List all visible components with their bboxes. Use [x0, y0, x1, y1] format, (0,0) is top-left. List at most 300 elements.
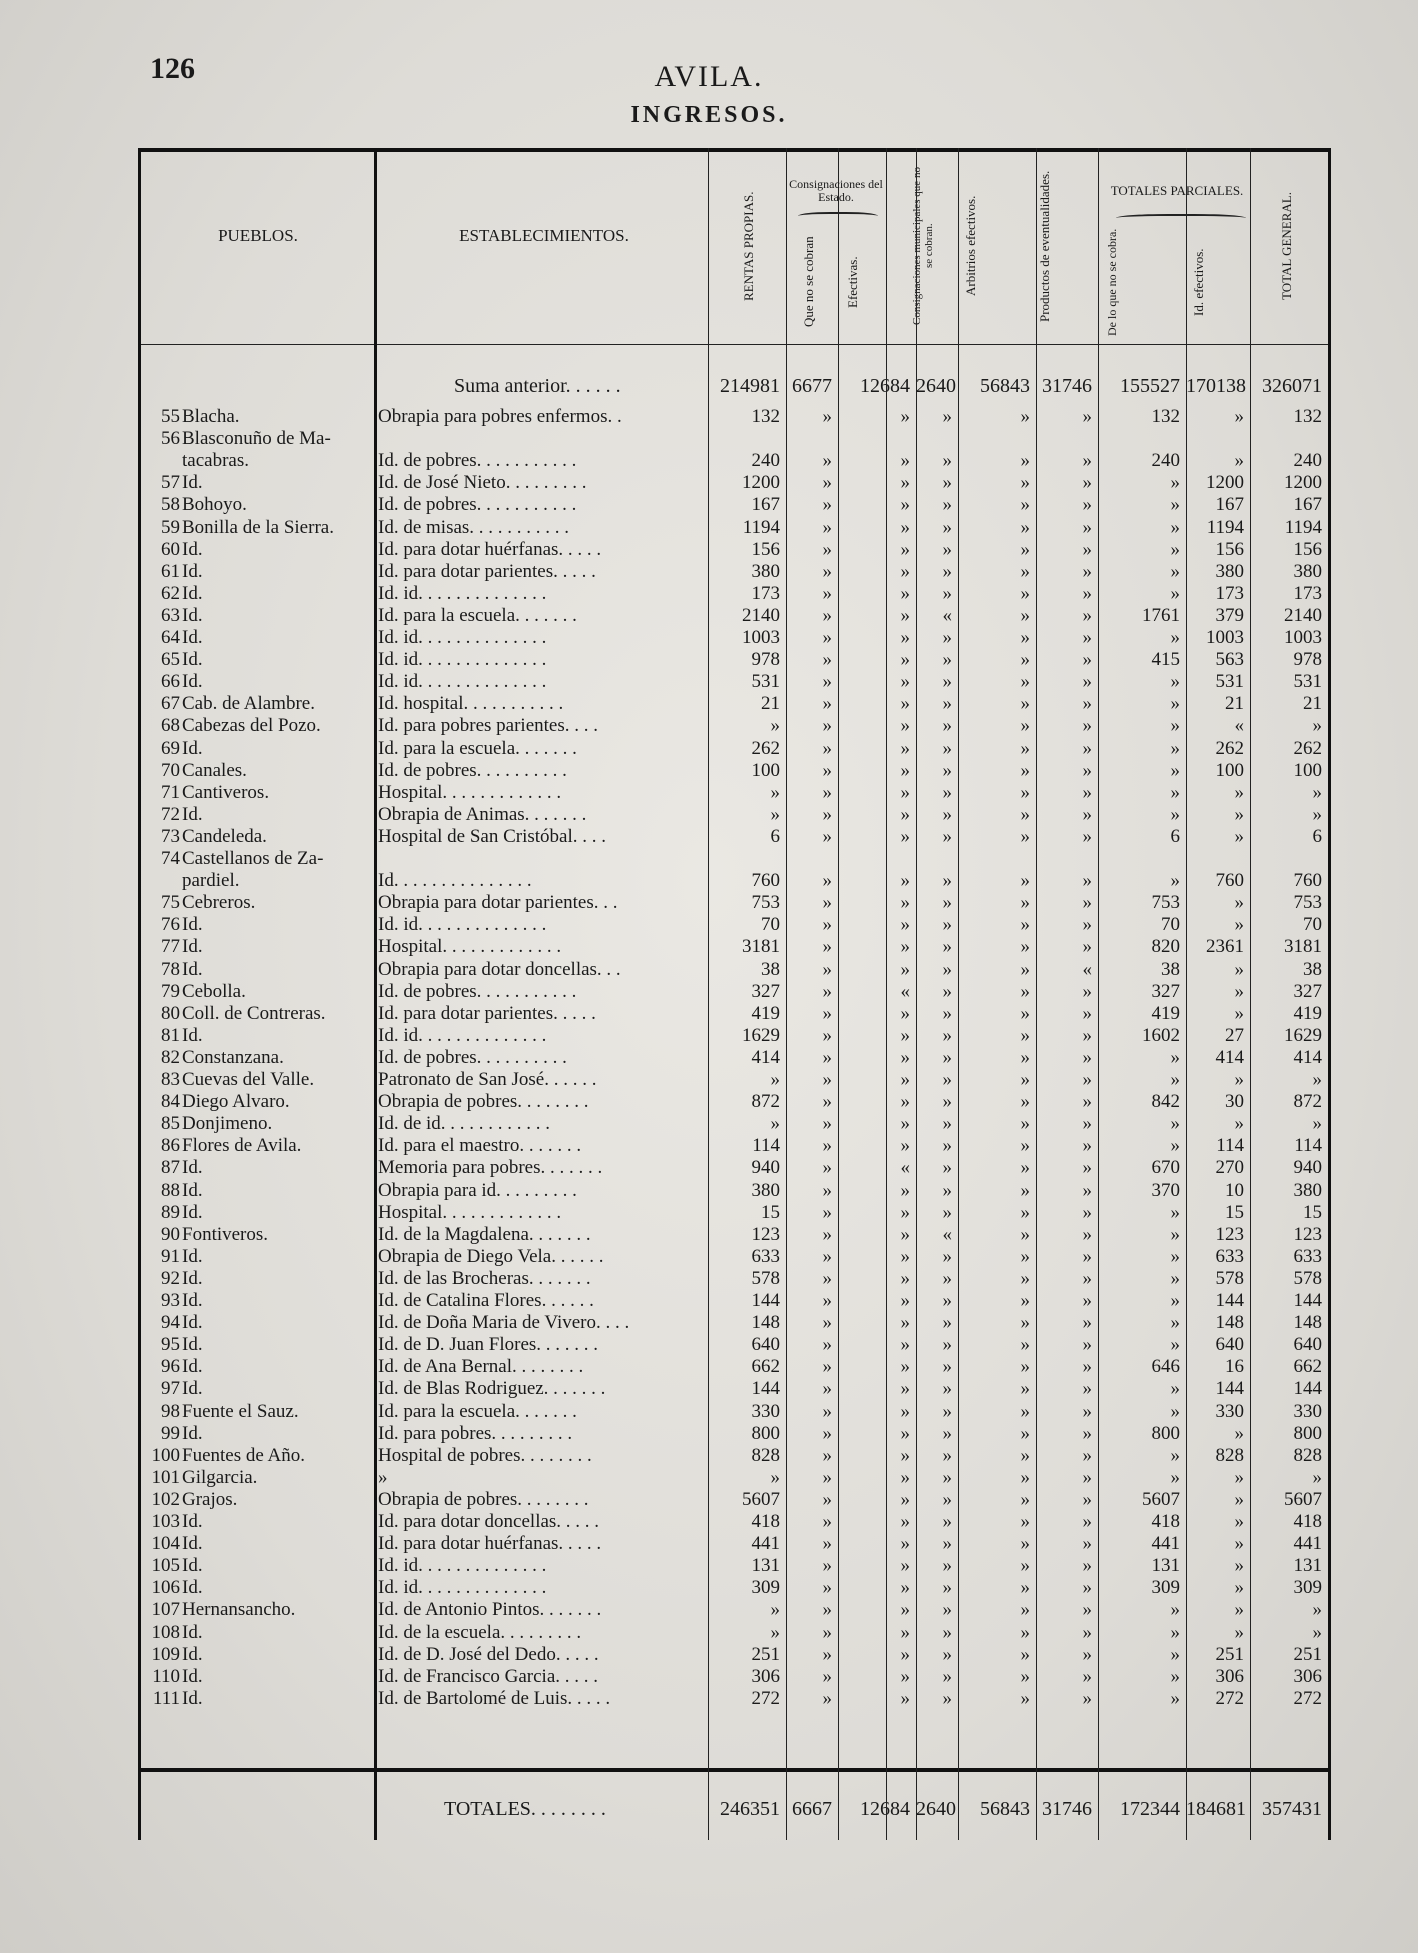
value-productos: » [1082, 870, 1092, 892]
value-municipales: » [942, 737, 952, 759]
value-rentas-propias: 144 [751, 1290, 780, 1311]
pueblo-name: Id. [182, 1201, 203, 1223]
value-municipales: « [942, 604, 952, 626]
value-arbitrios: 56843 [980, 375, 1030, 397]
pueblo-name: Id. [182, 1577, 203, 1599]
table-row [138, 406, 1330, 428]
value-parcial-efectivos: » [1234, 1069, 1244, 1090]
value-estado-efectivas: » [900, 1400, 910, 1422]
value-rentas-propias: 380 [751, 1179, 780, 1201]
value-productos: » [1082, 715, 1092, 737]
value-productos: » [1082, 914, 1092, 936]
value-municipales: » [942, 560, 952, 582]
value-estado-efectivas: » [900, 759, 910, 781]
value-productos: 31746 [1042, 1798, 1092, 1820]
row-number: 79 [161, 980, 180, 1002]
row-number: 95 [161, 1334, 180, 1356]
table-row [138, 936, 1330, 958]
pueblo-name: Id. [182, 671, 203, 693]
establecimiento-name: Obrapia para id. . . . . . . . . [378, 1179, 577, 1201]
value-rentas-propias: 380 [751, 560, 780, 582]
value-productos: » [1082, 980, 1092, 1002]
value-rentas-propias: 262 [751, 737, 780, 759]
value-estado-efectivas: » [900, 1466, 910, 1488]
column-rule [374, 148, 377, 1840]
value-parcial-no-cobra: 842 [1151, 1091, 1180, 1113]
value-estado-efectivas: » [900, 406, 910, 427]
value-municipales: » [942, 1157, 952, 1179]
value-estado-no-cobran: » [822, 914, 832, 936]
establecimiento-name: Id. de D. José del Dedo. . . . . [378, 1643, 599, 1665]
row-number: 90 [161, 1223, 180, 1245]
value-parcial-no-cobra: » [1170, 1378, 1180, 1400]
value-arbitrios: » [1020, 1290, 1030, 1311]
value-arbitrios: » [1020, 1046, 1030, 1068]
value-estado-no-cobran: » [822, 1201, 832, 1223]
value-estado-efectivas: » [900, 1069, 910, 1090]
value-municipales: » [942, 1555, 952, 1577]
value-rentas-propias: 148 [751, 1312, 780, 1334]
value-arbitrios: » [1020, 1069, 1030, 1090]
table-row [138, 693, 1330, 715]
establecimiento-name: » [378, 1466, 388, 1488]
value-total-general: 309 [1293, 1577, 1322, 1599]
value-total-general: 100 [1293, 759, 1322, 781]
value-arbitrios: » [1020, 1245, 1030, 1267]
value-parcial-efectivos: 262 [1215, 737, 1244, 759]
pueblo-name: Grajos. [182, 1488, 238, 1510]
value-total-general: 6 [1312, 825, 1322, 847]
value-municipales: » [942, 1577, 952, 1599]
value-estado-no-cobran: » [822, 1024, 832, 1046]
value-estado-efectivas: » [900, 892, 910, 914]
value-arbitrios: » [1020, 494, 1030, 516]
totales-row [138, 1796, 1330, 1822]
pueblo-name: Cab. de Alambre. [182, 693, 315, 715]
value-municipales: » [942, 1245, 952, 1267]
value-estado-efectivas: » [900, 1267, 910, 1289]
pueblo-name: Cuevas del Valle. [182, 1069, 315, 1090]
value-total-general: 633 [1293, 1245, 1322, 1267]
value-estado-efectivas: » [900, 825, 910, 847]
value-total-general: 123 [1293, 1223, 1322, 1245]
establecimiento-name: Obrapia de pobres. . . . . . . . [378, 1488, 589, 1510]
value-parcial-no-cobra: » [1170, 1599, 1180, 1621]
establecimiento-name: Id. id. . . . . . . . . . . . . . [378, 649, 547, 671]
pueblo-name: Bohoyo. [182, 494, 247, 516]
value-productos: » [1082, 560, 1092, 582]
table-row [138, 494, 1330, 516]
value-municipales: » [942, 450, 952, 472]
row-number: 66 [161, 671, 180, 693]
table-row [138, 605, 1330, 627]
row-number [150, 450, 180, 472]
value-arbitrios: » [1020, 1599, 1030, 1621]
value-parcial-efectivos: 828 [1215, 1444, 1244, 1466]
row-number: 102 [151, 1488, 180, 1510]
table-row [138, 561, 1330, 583]
establecimiento-name: Id. id. . . . . . . . . . . . . . [378, 1024, 547, 1046]
value-estado-efectivas: « [900, 1157, 910, 1179]
value-arbitrios: » [1020, 715, 1030, 737]
value-estado-no-cobran: » [822, 1091, 832, 1113]
value-rentas-propias: 940 [751, 1157, 780, 1179]
value-estado-efectivas: » [900, 781, 910, 803]
value-estado-no-cobran: » [822, 450, 832, 472]
value-arbitrios: » [1020, 649, 1030, 671]
value-rentas-propias: 633 [751, 1245, 780, 1267]
value-total-general: 414 [1293, 1046, 1322, 1068]
establecimiento-name: Id. de la Magdalena. . . . . . . [378, 1223, 591, 1245]
value-total-general: 131 [1293, 1555, 1322, 1577]
value-parcial-efectivos: 251 [1215, 1643, 1244, 1665]
value-estado-no-cobran: » [822, 1179, 832, 1201]
pueblo-name: Id. [182, 1245, 203, 1267]
row-number: 110 [152, 1665, 180, 1687]
value-rentas-propias: 828 [751, 1444, 780, 1466]
value-productos: » [1082, 803, 1092, 825]
value-estado-no-cobran: » [822, 1621, 832, 1643]
pueblo-name: Id. [182, 1334, 203, 1356]
row-number: 70 [161, 759, 180, 781]
value-estado-efectivas: » [900, 472, 910, 494]
value-estado-no-cobran: » [822, 936, 832, 958]
table-row [138, 1599, 1330, 1621]
value-arbitrios: » [1020, 1400, 1030, 1422]
row-number: 62 [161, 582, 180, 604]
pueblo-name: Fuente el Sauz. [182, 1400, 299, 1422]
table-row [138, 1511, 1330, 1533]
row-number: 108 [151, 1621, 180, 1643]
value-estado-efectivas: » [900, 604, 910, 626]
value-productos: » [1082, 1422, 1092, 1444]
value-estado-efectivas: » [900, 450, 910, 472]
table-row [138, 848, 1330, 870]
value-productos: » [1082, 1179, 1092, 1201]
value-parcial-efectivos: 563 [1215, 649, 1244, 671]
value-productos: » [1082, 627, 1092, 648]
value-municipales: » [942, 582, 952, 604]
value-parcial-efectivos: 30 [1225, 1091, 1244, 1113]
table-row [138, 1312, 1330, 1334]
value-parcial-efectivos: 1200 [1206, 472, 1244, 494]
value-arbitrios: » [1020, 1511, 1030, 1532]
value-municipales: » [942, 1290, 952, 1311]
value-arbitrios: » [1020, 516, 1030, 538]
value-estado-no-cobran: » [822, 1555, 832, 1577]
value-arbitrios: » [1020, 1488, 1030, 1510]
page-number: 126 [150, 52, 195, 85]
value-rentas-propias: » [770, 715, 780, 737]
value-arbitrios: » [1020, 1135, 1030, 1157]
value-productos: » [1082, 825, 1092, 847]
value-parcial-efectivos: 21 [1225, 693, 1244, 715]
value-productos: » [1082, 538, 1092, 560]
value-parcial-no-cobra: 131 [1151, 1555, 1180, 1577]
value-productos: » [1082, 1511, 1092, 1532]
column-rule [838, 148, 839, 1840]
value-estado-no-cobran: 6677 [792, 375, 832, 397]
row-number: 76 [161, 914, 180, 936]
value-productos: » [1082, 1157, 1092, 1179]
value-rentas-propias: » [770, 1621, 780, 1643]
pueblo-name: Id. [182, 803, 203, 825]
value-productos: » [1082, 1665, 1092, 1687]
establecimiento-name: Hospital. . . . . . . . . . . . . [378, 781, 562, 803]
establecimiento-name: Id. id. . . . . . . . . . . . . . [378, 582, 547, 604]
value-parcial-efectivos: » [1234, 781, 1244, 803]
row-number: 99 [161, 1422, 180, 1444]
value-parcial-efectivos: » [1234, 1577, 1244, 1599]
pueblo-name: Cabezas del Pozo. [182, 715, 321, 737]
value-estado-no-cobran: » [822, 803, 832, 825]
value-productos: » [1082, 1135, 1092, 1157]
value-productos: » [1082, 1046, 1092, 1068]
value-parcial-no-cobra: 419 [1151, 1002, 1180, 1024]
value-parcial-efectivos: 2361 [1206, 936, 1244, 958]
page-title: AVILA. [654, 60, 764, 93]
value-arbitrios: » [1020, 1312, 1030, 1334]
establecimiento-name: Id. para el maestro. . . . . . . [378, 1135, 582, 1157]
establecimiento-name: Obrapia de Animas. . . . . . . [378, 803, 587, 825]
establecimiento-name: Id. de id. . . . . . . . . . . . [378, 1113, 551, 1135]
value-estado-efectivas: » [900, 582, 910, 604]
table-row [138, 1290, 1330, 1312]
value-estado-no-cobran: » [822, 1113, 832, 1135]
value-parcial-no-cobra: » [1170, 737, 1180, 759]
pueblo-name: Constanzana. [182, 1046, 284, 1068]
row-number: 80 [161, 1002, 180, 1024]
value-rentas-propias: 2140 [742, 604, 780, 626]
value-estado-efectivas: » [900, 1223, 910, 1245]
value-estado-no-cobran: » [822, 980, 832, 1002]
value-arbitrios: » [1020, 472, 1030, 494]
value-estado-efectivas: » [900, 1312, 910, 1334]
table-row [138, 539, 1330, 561]
column-rule [1186, 148, 1187, 1840]
value-arbitrios: » [1020, 936, 1030, 958]
value-estado-efectivas: » [900, 1002, 910, 1024]
value-productos: » [1082, 1290, 1092, 1311]
value-estado-no-cobran: » [822, 1334, 832, 1356]
value-parcial-no-cobra: 5607 [1142, 1488, 1180, 1510]
value-productos: » [1082, 1024, 1092, 1046]
header-totales-parciales: TOTALES PARCIALES. [1110, 183, 1244, 198]
value-parcial-no-cobra: » [1170, 1069, 1180, 1090]
pueblo-name: Blacha. [182, 406, 240, 427]
establecimiento-name: Hospital. . . . . . . . . . . . . [378, 936, 562, 958]
value-rentas-propias: 6 [770, 825, 780, 847]
establecimiento-name: Id. id. . . . . . . . . . . . . . [378, 671, 547, 693]
value-estado-efectivas: » [900, 1245, 910, 1267]
value-arbitrios: » [1020, 759, 1030, 781]
row-number: 86 [161, 1135, 180, 1157]
value-rentas-propias: 131 [751, 1555, 780, 1577]
row-number: 72 [161, 803, 180, 825]
value-parcial-efectivos: » [1234, 825, 1244, 847]
value-parcial-efectivos: 272 [1215, 1687, 1244, 1709]
value-municipales: » [942, 1046, 952, 1068]
pueblo-name: Id. [182, 627, 203, 648]
value-estado-no-cobran: » [822, 538, 832, 560]
value-total-general: 173 [1293, 582, 1322, 604]
value-estado-no-cobran: » [822, 1643, 832, 1665]
pueblo-name: Bonilla de la Sierra. [182, 516, 334, 538]
value-municipales: » [942, 406, 952, 427]
value-estado-efectivas: » [900, 1201, 910, 1223]
value-rentas-propias: 800 [751, 1422, 780, 1444]
value-rentas-propias: » [770, 781, 780, 803]
row-number: 85 [161, 1113, 180, 1135]
pueblo-name: Id. [182, 737, 203, 759]
value-municipales: » [942, 649, 952, 671]
value-total-general: 380 [1293, 560, 1322, 582]
value-total-general: 272 [1293, 1687, 1322, 1709]
pueblo-name: Id. [182, 1157, 203, 1179]
pueblo-name: Id. [182, 958, 203, 980]
value-parcial-no-cobra: 6 [1170, 825, 1180, 847]
pueblo-name: Id. [182, 914, 203, 936]
value-estado-efectivas: » [900, 1599, 910, 1621]
column-rule [1098, 148, 1099, 1840]
value-arbitrios: » [1020, 1113, 1030, 1135]
value-municipales: » [942, 1621, 952, 1643]
value-total-general: 5607 [1284, 1488, 1322, 1510]
value-municipales: » [942, 1179, 952, 1201]
value-estado-no-cobran: » [822, 958, 832, 980]
value-arbitrios: » [1020, 1024, 1030, 1046]
value-parcial-efectivos: » [1234, 1533, 1244, 1555]
value-municipales: » [942, 1356, 952, 1378]
establecimiento-name: Id. de pobres. . . . . . . . . . . [378, 450, 577, 472]
table-row [138, 627, 1330, 649]
table-row [138, 914, 1330, 936]
value-total-general: 240 [1293, 450, 1322, 472]
value-rentas-propias: 1003 [742, 627, 780, 648]
table-row [138, 517, 1330, 539]
row-number: 106 [151, 1577, 180, 1599]
value-rentas-propias: 978 [751, 649, 780, 671]
value-rentas-propias: 640 [751, 1334, 780, 1356]
value-total-general: 800 [1293, 1422, 1322, 1444]
value-rentas-propias: 38 [761, 958, 780, 980]
value-productos: » [1082, 1444, 1092, 1466]
establecimiento-name: Id. para la escuela. . . . . . . [378, 604, 577, 626]
value-total-general: 21 [1303, 693, 1322, 715]
row-number: 111 [152, 1687, 180, 1709]
header-pueblos: PUEBLOS. [218, 226, 298, 245]
table-row [138, 826, 1330, 848]
value-estado-efectivas: » [900, 1665, 910, 1687]
value-parcial-no-cobra: » [1170, 1245, 1180, 1267]
value-arbitrios: » [1020, 406, 1030, 427]
value-estado-efectivas: » [900, 494, 910, 516]
establecimiento-name: Id. para la escuela. . . . . . . [378, 737, 577, 759]
establecimiento-name: Id. id. . . . . . . . . . . . . . [378, 1555, 547, 1577]
table-row [138, 1091, 1330, 1113]
value-productos: » [1082, 737, 1092, 759]
value-rentas-propias: 173 [751, 582, 780, 604]
pueblo-name: Id. [182, 1378, 203, 1400]
table-row [138, 1003, 1330, 1025]
table-row [138, 1622, 1330, 1644]
row-number: 63 [161, 604, 180, 626]
value-municipales: » [942, 1069, 952, 1090]
value-parcial-efectivos: 270 [1215, 1157, 1244, 1179]
value-estado-no-cobran: » [822, 1046, 832, 1068]
row-number: 98 [161, 1400, 180, 1422]
value-parcial-no-cobra: 370 [1151, 1179, 1180, 1201]
value-estado-no-cobran: » [822, 1223, 832, 1245]
pueblo-name: Id. [182, 1621, 203, 1643]
value-municipales: » [942, 914, 952, 936]
value-rentas-propias: » [770, 803, 780, 825]
establecimiento-name: Id. de pobres. . . . . . . . . . . [378, 980, 577, 1002]
value-parcial-no-cobra: 820 [1151, 936, 1180, 958]
value-arbitrios: » [1020, 1201, 1030, 1223]
value-estado-no-cobran: » [822, 892, 832, 914]
value-municipales: » [942, 627, 952, 648]
establecimiento-name: Id. de D. Juan Flores. . . . . . . [378, 1334, 599, 1356]
value-productos: » [1082, 1400, 1092, 1422]
value-estado-no-cobran: » [822, 870, 832, 892]
value-parcial-efectivos: 27 [1225, 1024, 1244, 1046]
value-rentas-propias: 3181 [742, 936, 780, 958]
value-municipales: » [942, 803, 952, 825]
value-municipales: » [942, 1135, 952, 1157]
value-estado-no-cobran: » [822, 406, 832, 427]
value-parcial-no-cobra: » [1170, 870, 1180, 892]
value-rentas-propias: » [770, 1069, 780, 1090]
value-municipales: » [942, 1444, 952, 1466]
value-parcial-efectivos: » [1234, 892, 1244, 914]
value-parcial-efectivos: 15 [1225, 1201, 1244, 1223]
table-row [138, 428, 1330, 450]
value-municipales: » [942, 781, 952, 803]
value-estado-efectivas: « [900, 980, 910, 1002]
row-number: 71 [161, 781, 180, 803]
pueblo-name: Blasconuño de Ma- [182, 428, 331, 450]
value-parcial-no-cobra: » [1170, 494, 1180, 516]
value-parcial-no-cobra: 155527 [1120, 375, 1180, 397]
value-municipales: » [942, 516, 952, 538]
value-total-general: » [1312, 715, 1322, 737]
value-parcial-no-cobra: 1602 [1142, 1024, 1180, 1046]
value-productos: » [1082, 1223, 1092, 1245]
value-total-general: 531 [1293, 671, 1322, 693]
value-estado-no-cobran: » [822, 1444, 832, 1466]
value-total-general: 38 [1303, 958, 1322, 980]
value-municipales: » [942, 980, 952, 1002]
establecimiento-name: Obrapia para dotar parientes. . . [378, 892, 618, 914]
establecimiento-name: Id. para pobres. . . . . . . . . [378, 1422, 573, 1444]
value-municipales: » [942, 1113, 952, 1135]
value-estado-efectivas: » [900, 914, 910, 936]
table-row [138, 1157, 1330, 1179]
value-productos: » [1082, 693, 1092, 715]
value-total-general: 828 [1293, 1444, 1322, 1466]
value-total-general: 144 [1293, 1290, 1322, 1311]
value-parcial-efectivos: » [1234, 1113, 1244, 1135]
value-estado-no-cobran: » [822, 1665, 832, 1687]
pueblo-name: Id. [182, 1422, 203, 1444]
value-total-general: 156 [1293, 538, 1322, 560]
value-estado-no-cobran: » [822, 604, 832, 626]
value-municipales: » [942, 693, 952, 715]
value-parcial-efectivos: 633 [1215, 1245, 1244, 1267]
value-productos: » [1082, 892, 1092, 914]
establecimiento-name [378, 428, 704, 450]
